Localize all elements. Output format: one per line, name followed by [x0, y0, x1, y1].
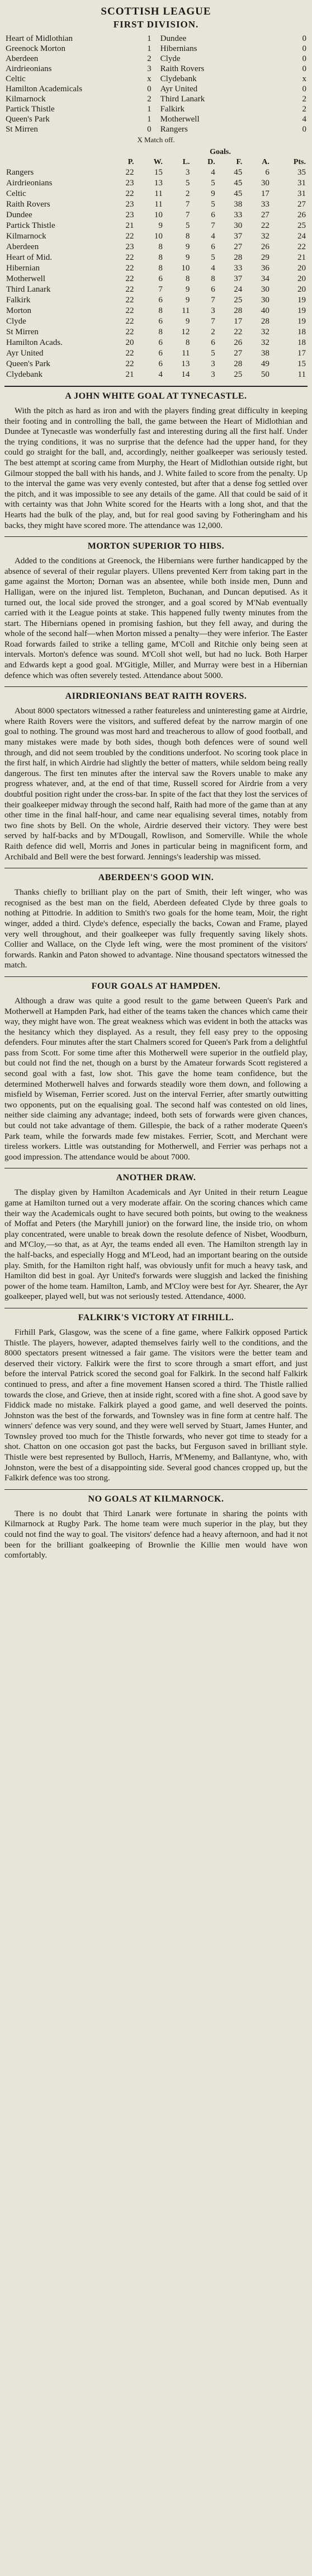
- stat-pts: 20: [297, 264, 306, 273]
- stat-f: 37: [234, 232, 243, 241]
- home-team: St Mirren: [6, 125, 38, 134]
- stat-p: 22: [125, 306, 134, 315]
- table-row: [4, 231, 308, 242]
- home-score: 2: [147, 54, 152, 63]
- home-team: Airdrieonians: [6, 64, 52, 73]
- result-row: [4, 104, 308, 114]
- stat-w: 8: [158, 306, 163, 315]
- stat-f: 25: [234, 296, 243, 305]
- stat-l: 5: [185, 179, 190, 188]
- stat-pts: 26: [297, 211, 306, 219]
- team-name: Partick Thistle: [6, 221, 55, 230]
- stat-d: 4: [211, 232, 215, 241]
- home-score: 1: [147, 34, 152, 43]
- stat-l: 9: [185, 253, 190, 262]
- stat-a: 30: [261, 179, 270, 188]
- away-team: Falkirk: [160, 105, 185, 114]
- table-row: [4, 338, 308, 348]
- away-team: Raith Rovers: [160, 64, 205, 73]
- stat-w: 8: [158, 264, 163, 273]
- home-score: 2: [147, 95, 152, 104]
- article-paragraph: Although a draw was quite a good result to the game between Queen's Park and Motherwell at Hampden Park, had either of the teams taken the chances which came their way, they might have won. The great weakness which was evident in both the attacks was the hesitancy which they displayed. As a result, they fell easy prey to the opposing defenders. Four minutes after the start Chalmers scored for Queen's Park from a delightful pass from Scott. For some time after this Motherwell were superior in the outfield play, but could not find the net, though on a burst by the Amateur forwards Scott registered a second goal with a fast, low shot. This gave the home team confidence, but the determined Motherwell halves and forwards steadily wore them down, and following a misfield by Wiseman, Ferrier scored. Just on the interval Ferrier, after smartly outwitting two opponents, put on the equalising goal. The second half was contested on old lines, neither side claiming any advantage; indeed, both sets of forwards were given chances, but could not take advantage of them. Gillespie, the back of a rather moderate Queen's Park team, while the forwards made few mistakes. Ferrier, Scott, and Merchant were tireless workers. Little was outstanding for Motherwell, and Ferrier was perhaps not a good impression. The attendance would be about 7000.: [4, 996, 308, 1162]
- stat-l: 12: [181, 328, 190, 336]
- column-header: Pts.: [293, 158, 306, 166]
- team-name: St Mirren: [6, 328, 39, 336]
- article-headline: FALKIRK'S VICTORY AT FIRHILL.: [78, 1312, 234, 1322]
- stat-d: 6: [211, 338, 215, 347]
- away-score: 0: [302, 34, 306, 43]
- article-paragraph: Thanks chiefly to brilliant play on the part of Smith, their left winger, who was recognised as the best man on the field, Aberdeen defeated Clyde by three goals to nothing at Pittodrie. In addition to Smith's two goals for the home team, Moir, the right winger, added a third. Clyde's defence, especially the backs, Cowan and Frame, played very well throughout, and their goalkeeper was fully frequently saving likely shots. Collier and Wallace, on the Clyde left wing, were the most prominent of the visitors' forwards. Rankin and Paton showed to advantage. Nine thousand spectators witnessed the match.: [4, 888, 308, 970]
- stat-f: 26: [234, 338, 243, 347]
- table-row: [4, 199, 308, 210]
- stat-d: 5: [211, 349, 215, 358]
- stat-p: 21: [125, 221, 134, 230]
- stat-d: 8: [211, 274, 215, 283]
- stat-w: 11: [154, 200, 163, 209]
- stat-p: 22: [125, 264, 134, 273]
- table-row: [4, 327, 308, 338]
- stat-d: 2: [211, 328, 215, 336]
- away-score: 2: [302, 105, 306, 114]
- article-headline: A JOHN WHITE GOAL AT TYNECASTLE.: [65, 391, 247, 401]
- article-headline: MORTON SUPERIOR TO HIBS.: [87, 541, 225, 551]
- home-score: 1: [147, 115, 152, 124]
- table-row: [4, 359, 308, 370]
- table-row: [4, 370, 308, 380]
- stat-l: 9: [185, 242, 190, 251]
- stat-l: 7: [185, 200, 190, 209]
- stat-pts: 11: [297, 370, 306, 379]
- stat-l: 7: [185, 211, 190, 219]
- article-paragraph: There is no doubt that Third Lanark were fortunate in sharing the points with Kilmarnock at Rugby Park. The home team were much superior in the play, but they could not find the way to goal. The visitors' defence had a heavy afternoon, and had it not been for the brilliant goalkeeping of Brownlie the Killie men would have won comfortably.: [4, 1509, 308, 1560]
- away-score: 0: [302, 64, 306, 73]
- stat-d: 5: [211, 253, 215, 262]
- match-off-note: X Match off.: [137, 135, 175, 144]
- column-header: D.: [207, 158, 215, 166]
- stat-l: 2: [185, 189, 190, 198]
- stat-p: 22: [125, 253, 134, 262]
- article-headline: FOUR GOALS AT HAMPDEN.: [91, 981, 221, 991]
- stat-p: 23: [125, 200, 134, 209]
- article-headline: AIRDRIEONIANS BEAT RAITH ROVERS.: [65, 691, 247, 702]
- stat-d: 6: [211, 285, 215, 294]
- stat-d: 9: [211, 189, 215, 198]
- stat-f: 45: [234, 168, 243, 177]
- home-team: Hamilton Academicals: [6, 85, 83, 93]
- stat-pts: 17: [297, 349, 306, 358]
- article-paragraph: Firhill Park, Glasgow, was the scene of a fine game, where Falkirk opposed Partick Thistle. The players, however, adapted themselves fairly well to the conditions, and the 8000 spectators present witnessed a fair game. The visitors were the better team and deserved their victory. Falkirk were the first to score through a smart effort, and just before the interval Patrick scored the second goal for Falkirk. In the second half Falkirk continued to press, and after a fine movement Hansen scored a third. The Thistle rallied towards the close, and Grieve, then at inside right, scored with a fine shot. A good save by Fiddick made no mistake. Falkirk played a good game, and well deserved the points. Johnston was the best of the forwards, and Townsley was in fine form at centre half. The winners' defence was very sound, and they were well served by Stuart, James Hunter, and Townsley proved too much for the Thistle forwards, who never got time to steady for a shot. Chatton on one occasion got past the backs, but Ferguson saved in brilliant style. Thistle were best represented by Bulloch, Harris, M'Menemy, and Ballantyne, who, with Johnston, were the best of a disappointing side. Several good chances cropped up, but the Falkirk defence was too strong.: [4, 1327, 308, 1483]
- stat-pts: 24: [297, 232, 306, 241]
- stat-pts: 27: [297, 200, 306, 209]
- rule-divider: [4, 1489, 308, 1490]
- table-row: [4, 221, 308, 231]
- stat-f: 38: [234, 200, 243, 209]
- home-score: x: [147, 74, 152, 83]
- stat-f: 22: [234, 328, 243, 336]
- column-header: P.: [127, 158, 134, 166]
- home-team: Heart of Midlothian: [6, 34, 73, 43]
- home-score: 0: [147, 85, 152, 93]
- stat-f: 45: [234, 179, 243, 188]
- stat-p: 21: [125, 370, 134, 379]
- stat-f: 24: [234, 285, 243, 294]
- stat-a: 32: [261, 328, 270, 336]
- stat-w: 7: [158, 285, 163, 294]
- home-team: Queen's Park: [6, 115, 50, 124]
- stat-d: 5: [211, 179, 215, 188]
- stat-a: 38: [261, 349, 270, 358]
- stat-p: 22: [125, 232, 134, 241]
- home-score: 1: [147, 44, 152, 53]
- column-header: L.: [182, 158, 190, 166]
- home-team: Aberdeen: [6, 54, 39, 63]
- team-name: Kilmarnock: [6, 232, 46, 241]
- table-row: [4, 348, 308, 359]
- rule-divider: [4, 536, 308, 537]
- stat-p: 22: [125, 359, 134, 368]
- home-team: Kilmarnock: [6, 95, 46, 104]
- away-team: Third Lanark: [160, 95, 205, 104]
- division-title: FIRST DIVISION.: [113, 19, 199, 30]
- away-score: 4: [302, 115, 306, 124]
- stat-w: 6: [158, 296, 163, 305]
- stat-p: 22: [125, 317, 134, 326]
- stat-a: 34: [261, 274, 270, 283]
- stat-f: 27: [234, 349, 243, 358]
- away-score: 0: [302, 125, 306, 134]
- stat-pts: 31: [297, 179, 306, 188]
- results-table: [4, 34, 308, 134]
- goals-label: Goals.: [210, 148, 231, 156]
- stat-pts: 25: [297, 221, 306, 230]
- league-table: [4, 157, 308, 380]
- table-row: [4, 189, 308, 199]
- stat-w: 6: [158, 338, 163, 347]
- team-name: Queen's Park: [6, 359, 50, 368]
- table-row: [4, 274, 308, 284]
- stat-f: 33: [234, 264, 243, 273]
- stat-f: 27: [234, 242, 243, 251]
- stat-a: 30: [261, 285, 270, 294]
- stat-pts: 15: [297, 359, 306, 368]
- team-name: Aberdeen: [6, 242, 39, 251]
- table-row: [4, 210, 308, 221]
- stat-l: 8: [185, 232, 190, 241]
- result-row: [4, 54, 308, 64]
- table-row: [4, 263, 308, 274]
- stat-f: 28: [234, 359, 243, 368]
- stat-w: 9: [158, 221, 163, 230]
- away-team: Clydebank: [160, 74, 197, 83]
- home-score: 1: [147, 105, 152, 114]
- stat-d: 4: [211, 168, 215, 177]
- result-row: [4, 84, 308, 94]
- articles: [4, 386, 308, 1561]
- article-paragraph: With the pitch as hard as iron and with the players finding great difficulty in keeping their footing and in controlling the ball, the game between the Heart of Midlothian and Dundee at Tynecastle was wonderfully fast and interesting during all the first half. Under the trying conditions, it was no surprise that the defence had the upper hand, for they could go straight for the ball, and, accordingly, neither goalkeeper was seriously tested. The best attempt at scoring came from Murphy, the Heart of Midlothian outside right, but Gilmour stopped the ball with his hands, and J. White failed to score from the penalty. Up to the interval the game was very evenly contested, but after that a dense fog settled over the pitch, and it was impossible to see any details of the game. All that could be said of it with certainty was that John White scored for the Hearts with a long shot, and that the Hearts had the bulk of the play, and, but for real good saving by Fotheringham and his backs, they might have scored more. The attendance was 12,000.: [4, 406, 308, 530]
- stat-l: 3: [185, 168, 190, 177]
- result-row: [4, 64, 308, 74]
- stat-pts: 18: [297, 328, 306, 336]
- stat-p: 22: [125, 168, 134, 177]
- stat-l: 11: [181, 349, 190, 358]
- stat-p: 23: [125, 179, 134, 188]
- stat-pts: 20: [297, 285, 306, 294]
- away-score: 2: [302, 95, 306, 104]
- team-name: Rangers: [6, 168, 34, 177]
- article-paragraph: Added to the conditions at Greenock, the Hibernians were further handicapped by the absence of several of their regular players. Ullens prevented Kerr from taking part in the game against the Morton; Dornan was an absentee, while both inside men, Dunn and Halligan, were on the injured list. Templeton, Buchanan, and Duncan deputised. As it turned out, the local side proved the stronger, and a goal scored by M'Nab eventually carried with it the League points at stake. This happened fully twenty minutes from the start. The Hibernians opened in promising fashion, but they fell away, and during the whole of the second half—when Morton missed a penalty—they were inferior. The Easter Road forwards failed to strike a telling game, M'Coll and Ritchie only being seen at intervals. Morton's defence was sound. M'Coll shot well, but had no luck. Both Harper and Edwards kept a good goal. M'Gitigle, Miller, and Murray were best in a Hibernian defence which was often severely tested. Attendance about 5000.: [4, 557, 308, 680]
- stat-w: 10: [154, 211, 163, 219]
- stat-d: 3: [211, 306, 215, 315]
- stat-w: 8: [158, 242, 163, 251]
- stat-d: 7: [211, 296, 215, 305]
- team-name: Heart of Mid.: [6, 253, 53, 262]
- article-headline: ANOTHER DRAW.: [116, 1173, 196, 1183]
- away-score: 0: [302, 85, 306, 93]
- stat-p: 20: [125, 338, 134, 347]
- team-name: Celtic: [6, 189, 26, 198]
- stat-a: 6: [265, 168, 270, 177]
- stat-a: 36: [261, 264, 270, 273]
- stat-d: 3: [211, 359, 215, 368]
- stat-a: 32: [261, 338, 270, 347]
- home-score: 3: [147, 64, 152, 73]
- stat-w: 8: [158, 328, 163, 336]
- column-header: W.: [153, 158, 163, 166]
- stat-p: 22: [125, 189, 134, 198]
- stat-a: 49: [261, 359, 270, 368]
- stat-w: 13: [154, 179, 163, 188]
- stat-w: 10: [154, 232, 163, 241]
- section-title: SCOTTISH LEAGUE: [101, 6, 211, 17]
- away-score: x: [302, 74, 306, 83]
- stat-p: 22: [125, 349, 134, 358]
- stat-w: 15: [154, 168, 163, 177]
- stat-a: 33: [261, 200, 270, 209]
- stat-d: 5: [211, 200, 215, 209]
- stat-l: 8: [185, 338, 190, 347]
- team-name: Clydebank: [6, 370, 42, 379]
- team-name: Hamilton Acads.: [6, 338, 63, 347]
- stat-pts: 22: [297, 242, 306, 251]
- stat-l: 11: [181, 306, 190, 315]
- stat-f: 30: [234, 221, 243, 230]
- stat-d: 4: [211, 264, 215, 273]
- stat-a: 32: [261, 232, 270, 241]
- stat-pts: 19: [297, 306, 306, 315]
- rule-divider: [4, 686, 308, 687]
- result-row: [4, 34, 308, 44]
- rule-divider: [4, 386, 308, 387]
- column-header: A.: [262, 158, 270, 166]
- team-name: Falkirk: [6, 296, 31, 305]
- result-row: [4, 114, 308, 124]
- away-team: Clyde: [160, 54, 181, 63]
- column-header: F.: [236, 158, 243, 166]
- stat-pts: 19: [297, 317, 306, 326]
- team-name: Motherwell: [6, 274, 45, 283]
- team-header: [4, 157, 108, 167]
- stat-p: 22: [125, 274, 134, 283]
- stat-w: 8: [158, 253, 163, 262]
- stat-a: 26: [261, 242, 270, 251]
- stat-l: 10: [181, 264, 190, 273]
- stat-p: 22: [125, 296, 134, 305]
- stat-f: 25: [234, 370, 243, 379]
- team-name: Third Lanark: [6, 285, 51, 294]
- article-headline: ABERDEEN'S GOOD WIN.: [98, 873, 214, 883]
- table-row: [4, 295, 308, 306]
- result-row: [4, 44, 308, 54]
- article-headline: NO GOALS AT KILMARNOCK.: [88, 1494, 224, 1504]
- stat-pts: 35: [297, 168, 306, 177]
- stat-a: 28: [261, 317, 270, 326]
- stat-w: 11: [154, 189, 163, 198]
- stat-a: 30: [261, 296, 270, 305]
- stat-l: 9: [185, 317, 190, 326]
- team-name: Ayr United: [6, 349, 44, 358]
- table-row: [4, 253, 308, 263]
- article-paragraph: The display given by Hamilton Academicals and Ayr United in their return League game at Hamilton turned out a very moderate affair. On the scoring chances which came their way the Academicals ought to have secured both points, but owing to the weakness of Moffat and Peters (the Maryhill junior) on the forward line, the inside trio, on whom play concentrated, were unable to break down the resolute defence of Nisbet, Woodburn, and M'Cloy,—so that, as at Ayr, the teams ended all even. The Hamilton strength lay in the half-backs, and especially Hogg and M'Leod, had an important bearing on the outside play. Smith, for the Hamilton right half, was obviously unfit for much a heavy task, and Hamilton did best in goal. Ayr United's forwards were sluggish and lacked the finishing power of the home team. Hamilton, Lamb, and M'Cloy were best for Ayr. Shearer, the Ayr goalkeeper, played well, but was not seriously tested. Attendance, 4000.: [4, 1188, 308, 1302]
- stat-pts: 20: [297, 274, 306, 283]
- stat-w: 6: [158, 349, 163, 358]
- stat-w: 6: [158, 317, 163, 326]
- table-row: [4, 306, 308, 316]
- stat-l: 9: [185, 285, 190, 294]
- away-team: Dundee: [160, 34, 187, 43]
- stat-d: 3: [211, 370, 215, 379]
- table-row: [4, 316, 308, 327]
- result-row: [4, 94, 308, 104]
- rule-divider: [4, 976, 308, 977]
- result-row: [4, 74, 308, 84]
- away-team: Hibernians: [160, 44, 197, 53]
- stat-pts: 21: [297, 253, 306, 262]
- table-row: [4, 284, 308, 295]
- stat-a: 27: [261, 211, 270, 219]
- stat-f: 17: [234, 317, 243, 326]
- table-row: [4, 242, 308, 253]
- stat-a: 40: [261, 306, 270, 315]
- stat-p: 22: [125, 285, 134, 294]
- stat-l: 8: [185, 274, 190, 283]
- away-team: Motherwell: [160, 115, 200, 124]
- stat-f: 45: [234, 189, 243, 198]
- stat-d: 6: [211, 211, 215, 219]
- team-name: Hibernian: [6, 264, 40, 273]
- stat-a: 22: [261, 221, 270, 230]
- stat-l: 14: [181, 370, 190, 379]
- stat-f: 33: [234, 211, 243, 219]
- stat-a: 50: [261, 370, 270, 379]
- away-score: 0: [302, 44, 306, 53]
- team-name: Airdrieonians: [6, 179, 53, 188]
- stat-f: 28: [234, 253, 243, 262]
- stat-d: 7: [211, 221, 215, 230]
- stat-l: 9: [185, 296, 190, 305]
- home-team: Celtic: [6, 74, 26, 83]
- table-row: [4, 178, 308, 189]
- stat-w: 4: [158, 370, 163, 379]
- stat-a: 17: [261, 189, 270, 198]
- team-name: Morton: [6, 306, 31, 315]
- result-row: [4, 124, 308, 134]
- stat-pts: 18: [297, 338, 306, 347]
- stat-p: 23: [125, 211, 134, 219]
- home-team: Partick Thistle: [6, 105, 55, 114]
- stat-d: 6: [211, 242, 215, 251]
- article-paragraph: About 8000 spectators witnessed a rather featureless and uninteresting game at Airdrie, where Raith Rovers were the visitors, and suffered defeat by the narrow margin of one goal to nothing. The ground was most hard and treacherous to allow of good football, and many mistakes were made by both sides, though both defences were of sound well through, and did not seem troubled by the conditions underfoot. No scoring took place in the first half, in which Airdrie had slightly the better of matters, while seldom being really dangerous. The first ten minutes after the interval saw the Rovers unable to make any progress whatever, and, at the end of that time, Russell scored for Airdrie from a very doubtful position right under the cross-bar. In spite of the fact that they lost the services of their goalkeeper midway through the second half, Raith had more of the game than at any other time in the final half-hour, and came near equalising several times, notably from two fine shots by Bell. On the whole, Airdrie deserved their victory. They were best served by half-backs and by M'Dougall, Rowlison, and Somerville. While the whole Raith defence did well, Morris and Jones in particular being in magnificent form, and Archibald and Bell were the best forward. Jennings's leadership was missed.: [4, 707, 308, 862]
- stat-f: 28: [234, 306, 243, 315]
- stat-f: 37: [234, 274, 243, 283]
- newspaper-page: [4, 0, 308, 1561]
- stat-a: 29: [261, 253, 270, 262]
- stat-l: 5: [185, 221, 190, 230]
- team-name: Dundee: [6, 211, 32, 219]
- stat-pts: 19: [297, 296, 306, 305]
- home-score: 0: [147, 125, 152, 134]
- team-name: Raith Rovers: [6, 200, 50, 209]
- table-row: [4, 167, 308, 178]
- stat-pts: 31: [297, 189, 306, 198]
- stat-w: 6: [158, 359, 163, 368]
- away-team: Rangers: [160, 125, 188, 134]
- stat-p: 23: [125, 242, 134, 251]
- stat-l: 13: [181, 359, 190, 368]
- away-score: 0: [302, 54, 306, 63]
- away-team: Ayr United: [160, 85, 198, 93]
- team-name: Clyde: [6, 317, 26, 326]
- home-team: Greenock Morton: [6, 44, 66, 53]
- stat-d: 7: [211, 317, 215, 326]
- stat-p: 22: [125, 328, 134, 336]
- stat-w: 6: [158, 274, 163, 283]
